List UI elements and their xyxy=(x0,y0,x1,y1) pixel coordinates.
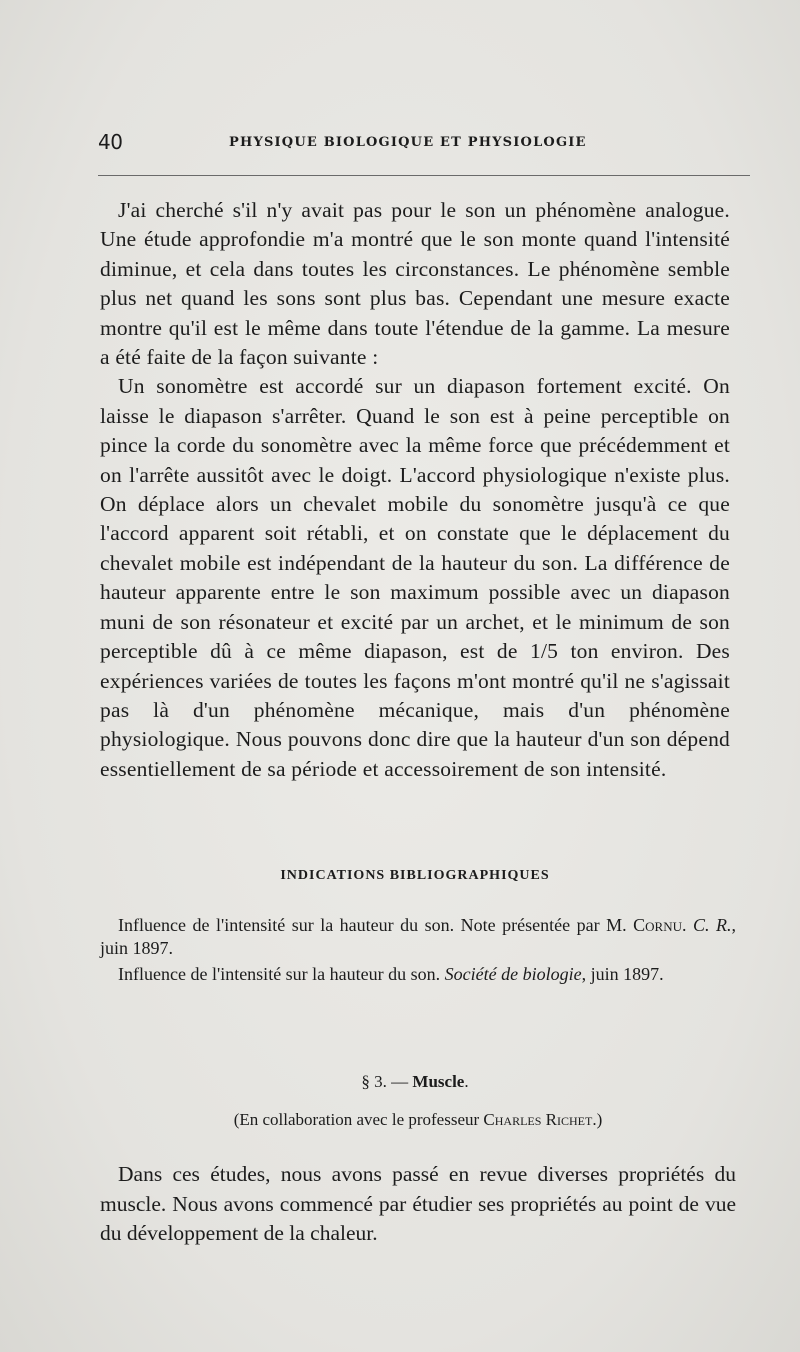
bibliography-entry xyxy=(100,914,736,960)
paragraph: Un sonomètre est accordé sur un diapason fortement excité. On laisse le diapason s'arrêter. Quand le son est à peine perceptible on pince la corde du sonomètre avec la même force que précédemment et on l'arrête aussitôt avec le doigt. L'accord physiologique n'existe plus. On déplace alors un chevalet mobile du sonomètre jusqu'à ce que l'accord apparent soit rétabli, et on constate que le déplacement du chevalet mobile est indépendant de la hauteur du son. La différence de hauteur apparente entre le son maximum possible avec un diapason muni de son résonateur et excité par un archet, et le minimum de son perceptible dû à ce même diapason, est de 1/5 ton environ. Des expériences variées de toutes les façons m'ont montré qu'il ne s'agissait pas là d'un phénomène mécanique, mais d'un phénomène physiologique. Nous pouvons donc dire que la hauteur d'un son dépend essentiellement de sa période et accessoirement de son intensité. xyxy=(100,374,730,781)
section-number: § 3. — xyxy=(361,1072,413,1091)
paragraph: J'ai cherché s'il n'y avait pas pour le son un phénomène analogue. Une étude approfondie m'a montré que le son monte quand l'intensité diminue, et cela dans toutes les circonstances. Le phénomène semble plus net quand les sons sont plus bas. Cependant une mesure exacte montre qu'il est le même dans toute l'étendue de la gamme. La mesure a été faite de la façon suivante : xyxy=(100,198,730,370)
section-heading: Muscle xyxy=(412,1072,465,1091)
bibliography-entry xyxy=(100,963,736,986)
entry-separator: . xyxy=(681,915,693,935)
header-rule xyxy=(98,175,750,176)
entry-date: , juin 1897. xyxy=(581,964,664,984)
section-title xyxy=(100,1072,730,1092)
collab-suffix: .) xyxy=(592,1110,603,1129)
entry-date: , juin 1897. xyxy=(100,915,736,958)
bibliography xyxy=(100,914,736,989)
page-header xyxy=(98,130,748,160)
bibliography-heading: INDICATIONS BIBLIOGRAPHIQUES xyxy=(280,868,550,883)
section-text xyxy=(100,1160,736,1249)
entry-journal: C. R. xyxy=(692,915,732,935)
page-number: 40 xyxy=(98,130,123,154)
section-period: . xyxy=(464,1072,469,1091)
collab-name: Charles Richet xyxy=(483,1110,593,1129)
collab-prefix: (En collaboration avec le professeur xyxy=(233,1110,484,1129)
entry-author: Cornu xyxy=(633,915,682,935)
paragraph: Dans ces études, nous avons passé en revue diverses propriétés du muscle. Nous avons commencé par étudier ses propriétés au point de vue du développement de la chaleur. xyxy=(100,1162,736,1245)
main-text xyxy=(100,196,730,784)
entry-text: Influence de l'intensité sur la hauteur du son. Note présentée par M. xyxy=(118,915,634,935)
entry-text: Influence de l'intensité sur la hauteur du son. xyxy=(118,964,445,984)
running-head: PHYSIQUE BIOLOGIQUE ET PHYSIOLOGIE xyxy=(229,135,587,150)
collaboration-note xyxy=(100,1110,736,1130)
entry-journal: Société de biologie xyxy=(444,964,582,984)
